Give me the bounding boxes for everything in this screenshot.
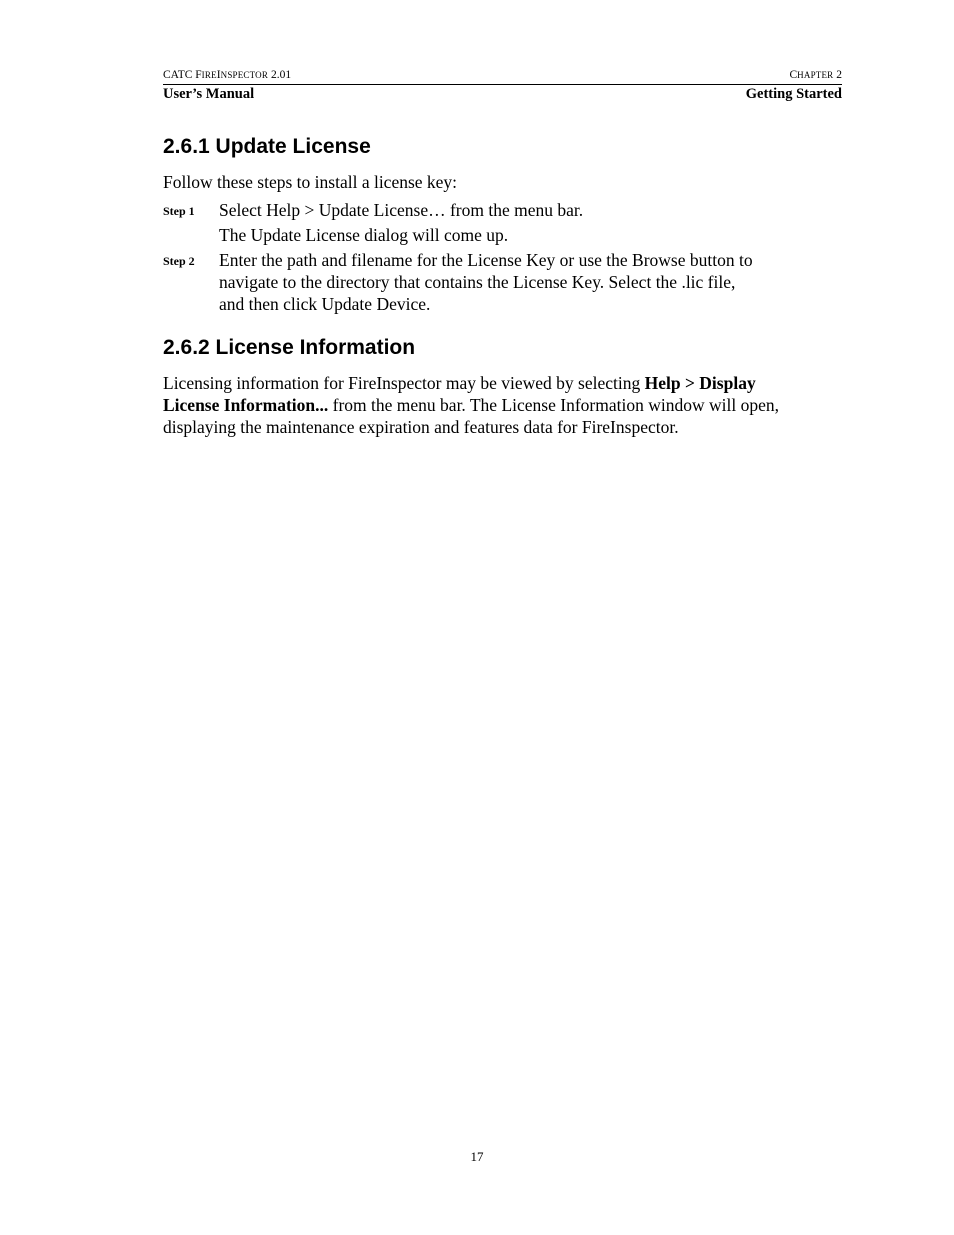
header-manual-name: User’s Manual xyxy=(163,86,255,102)
step-item xyxy=(163,249,843,315)
step-text-line: and then click Update Device. xyxy=(219,294,431,314)
step-text-line: Enter the path and filename for the License Key or use the Browse button to xyxy=(219,250,753,270)
page-number: 17 xyxy=(470,1149,484,1164)
step-text-line: navigate to the directory that contains the License Key. Select the .lic file, xyxy=(219,272,736,292)
running-header xyxy=(163,68,842,103)
step-body xyxy=(219,249,799,315)
menu-path-bold: Help > Display xyxy=(644,373,756,393)
step-item xyxy=(163,199,843,246)
step-label: Step 2 xyxy=(163,254,195,268)
menu-path-bold: License Information... xyxy=(163,395,329,415)
step-result: The Update License dialog will come up. xyxy=(219,225,509,245)
step-label: Step 1 xyxy=(163,204,195,218)
intro-paragraph: Follow these steps to install a license key: xyxy=(163,172,458,192)
section-heading-update-license: 2.6.1 Update License xyxy=(163,135,371,158)
header-chapter: CHAPTER 2 xyxy=(789,69,842,81)
section-heading-license-information: 2.6.2 License Information xyxy=(163,336,416,359)
license-info-paragraph: Licensing information for FireInspector may be viewed by selecting Help > Display License Information... from the menu bar. The License Information window will open, displaying the maintenance expiration and features data for FireInspector. xyxy=(163,373,779,437)
header-product-title: CATC FIREINSPECTOR 2.01 xyxy=(163,69,292,81)
step-body xyxy=(219,199,799,246)
step-text: Select Help > Update License… from the menu bar. xyxy=(219,200,584,220)
header-chapter-title: Getting Started xyxy=(745,86,842,102)
